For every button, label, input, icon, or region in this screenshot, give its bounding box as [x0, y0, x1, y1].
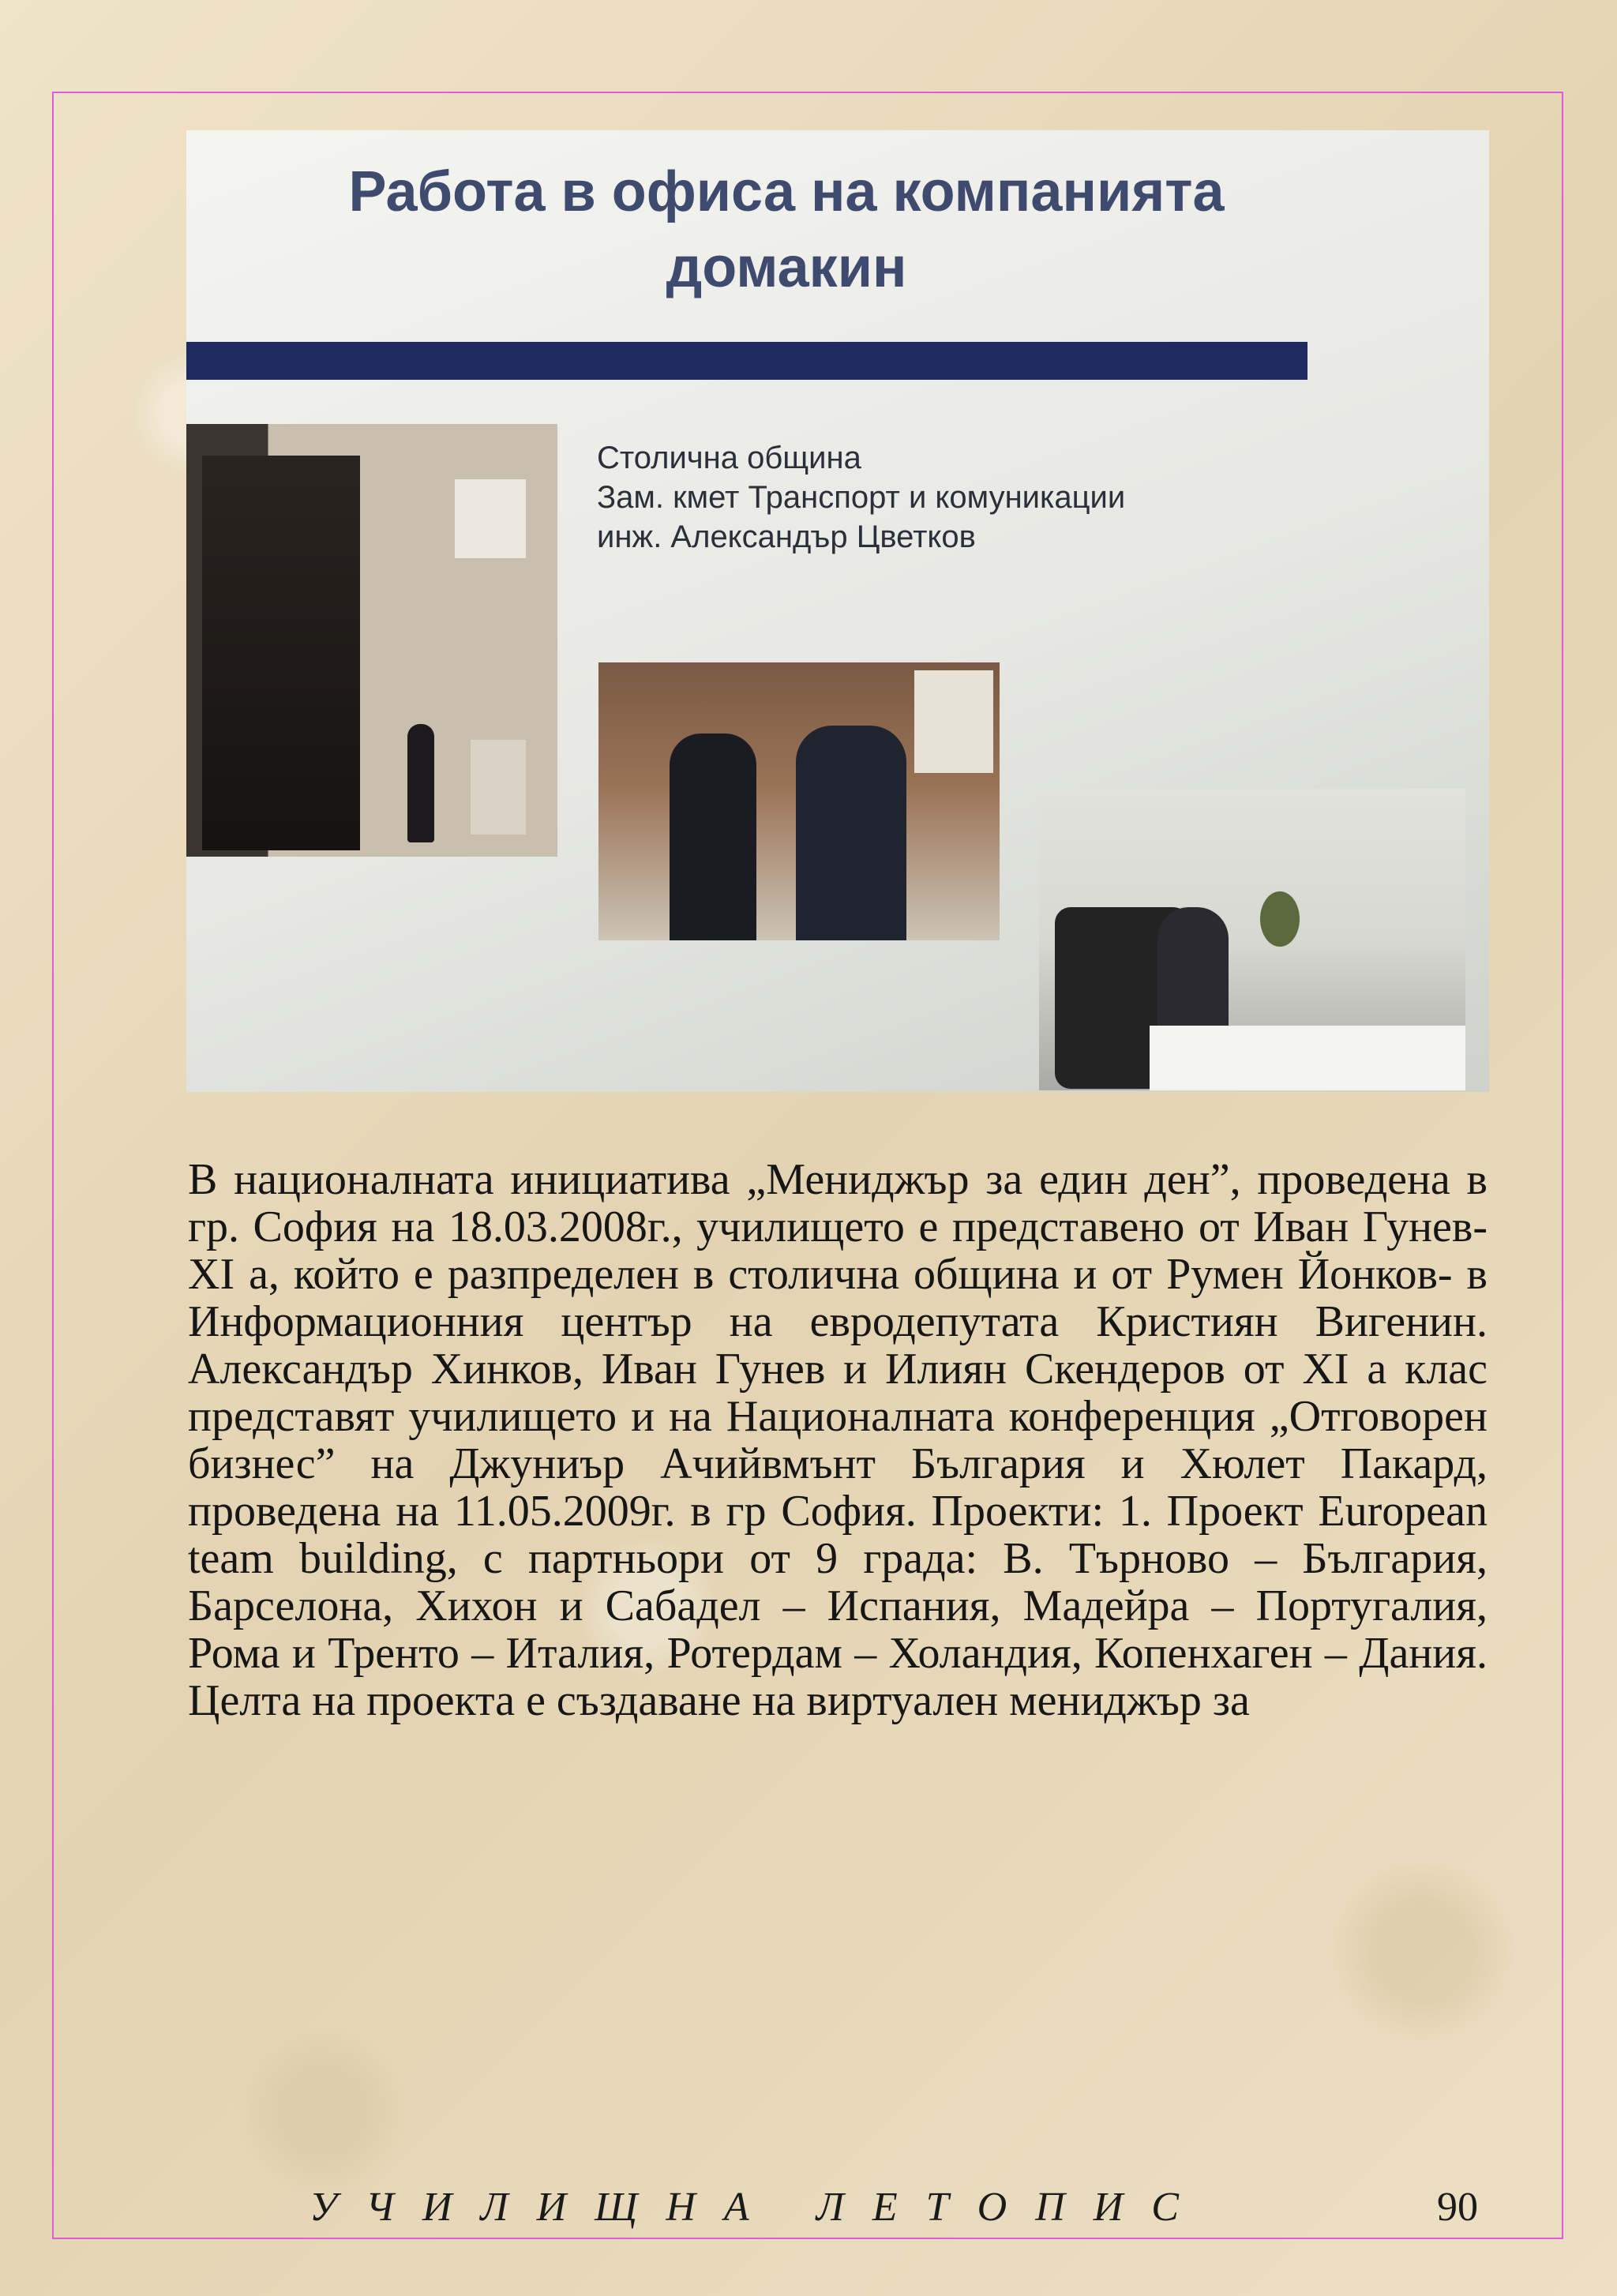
desk: [1150, 1026, 1465, 1090]
door: [202, 456, 360, 850]
slide-caption-line-1: Столична община: [597, 441, 861, 475]
body-paragraph: В националната инициатива „Мениджър за един ден”, проведена в гр. София на 18.03.2008г., училището е представено от Иван Гунев-XI а, който е разпределен в столична община и от Румен Йонков- в Информационния център на евродепутата Кристиян Вигенин. Александър Хинков, Иван Гунев и Илиян Скендеров от XI а клас представят училището и на Националната конференция „Отговорен бизнес” на Джуниър Ачийвмънт България и Хюлет Пакард, проведена на 11.05.2009г. в гр София. Проекти: 1. Проект European team building, с партньори от 9 града: В. Търново – България, Барселона, Хихон и Сабадел – Испания, Мадейра – Португалия, Рома и Тренто – Италия, Ротердам – Холандия, Копенхаген – Дания. Целта на проекта е създаване на виртуален мениджър за: [188, 1155, 1488, 1725]
person-left: [670, 733, 756, 940]
person-right: [796, 726, 906, 940]
slide-title: [186, 154, 1386, 306]
office-desk-photo: [1039, 789, 1465, 1090]
building-entrance-photo: [186, 424, 557, 857]
slide-caption-line-3: инж. Александър Цветков: [597, 520, 976, 554]
slide-title-line-2: домакин: [666, 236, 907, 299]
slide-title-line-1: Работа в офиса на компанията: [348, 160, 1225, 223]
person: [407, 724, 434, 842]
body-text: [188, 1156, 1488, 1724]
slide-caption-line-2: Зам. кмет Транспорт и комуникации: [597, 480, 1126, 515]
sign: [471, 740, 526, 835]
handshake-photo: [598, 662, 1000, 940]
plant: [1260, 891, 1300, 947]
plaque: [455, 479, 526, 558]
slide-caption: [597, 438, 1307, 557]
footer-title: УЧИЛИЩНА ЛЕТОПИС: [310, 2185, 1207, 2230]
window: [914, 670, 993, 773]
slide-photo: [186, 130, 1489, 1092]
slide-title-bar: [186, 342, 1307, 380]
page-number: 90: [1437, 2185, 1478, 2230]
